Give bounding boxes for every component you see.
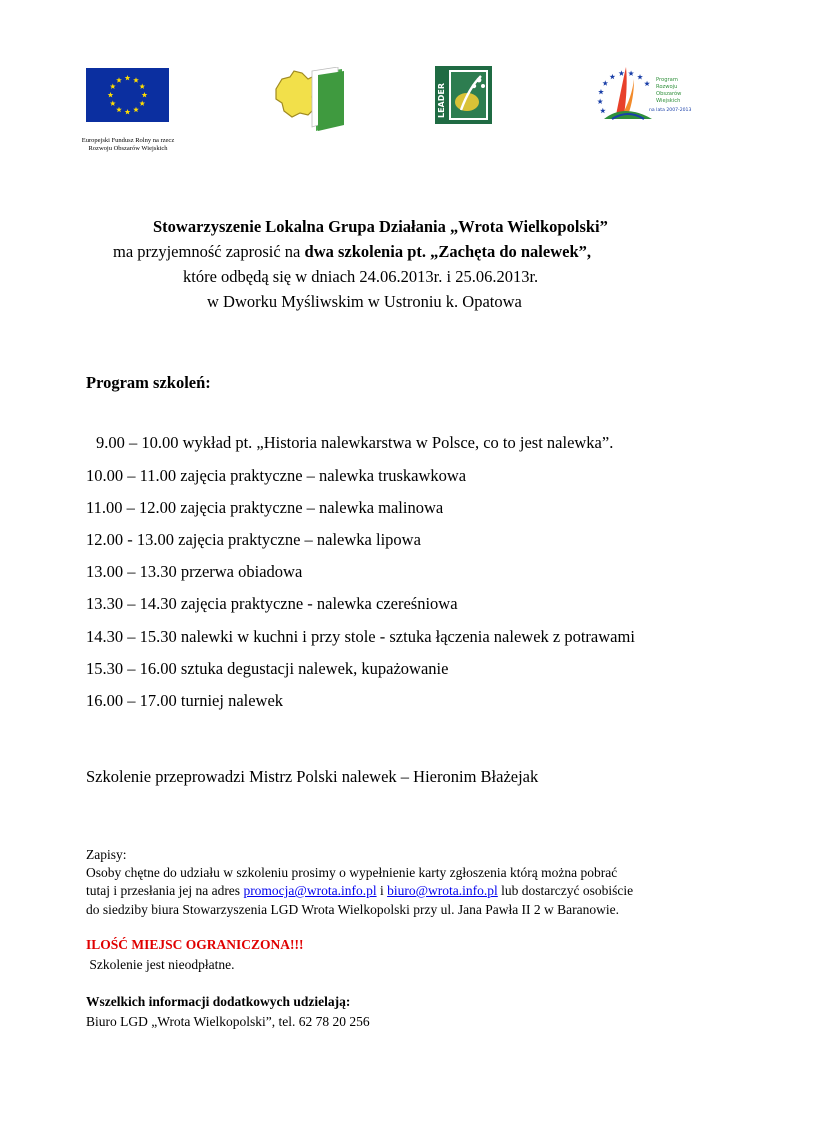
schedule-item: 15.30 – 16.00 sztuka degustacji nalewek, kupażowanie	[86, 659, 449, 678]
signup-line2	[86, 881, 633, 900]
schedule-item: 11.00 – 12.00 zajęcia praktyczne – nalewka malinowa	[86, 498, 444, 517]
prow-text-1: Program	[656, 77, 678, 83]
svg-text:na lata 2007-2013: na lata 2007-2013	[649, 108, 692, 113]
svg-text:LEADER: LEADER	[437, 82, 446, 118]
schedule-item: 16.00 – 17.00 turniej nalewek	[86, 691, 284, 710]
signup-line2-end: lub dostarczyć osobiście	[497, 883, 634, 898]
limited-places-notice: ILOŚĆ MIEJSC OGRANICZONA!!!	[86, 937, 304, 952]
training-title: dwa szkolenia pt. „Zachęta do nalewek”,	[304, 242, 591, 261]
eu-caption	[58, 137, 198, 153]
email-link-promocja[interactable]: promocja@wrota.info.pl	[243, 883, 377, 898]
contact-line: Biuro LGD „Wrota Wielkopolski”, tel. 62 78 20 256	[86, 1014, 370, 1029]
svg-text:Obszarów: Obszarów	[656, 91, 682, 97]
signup-line1: Osoby chętne do udziału w szkoleniu prosimy o wypełnienie karty zgłoszenia którą można pobrać	[86, 865, 618, 880]
prow-logo	[594, 63, 694, 125]
email-link-biuro[interactable]: biuro@wrota.info.pl	[387, 883, 498, 898]
organizer-line: Stowarzyszenie Lokalna Grupa Działania „Wrota Wielkopolski”	[153, 217, 608, 236]
schedule-item: 9.00 – 10.00 wykład pt. „Historia nalewkarstwa w Polsce, co to jest nalewka”.	[96, 433, 614, 452]
signup-conjunction: i	[376, 883, 388, 898]
signup-label: Zapisy:	[86, 847, 127, 862]
program-title: Program szkoleń:	[86, 373, 211, 392]
schedule-item: 14.30 – 15.30 nalewki w kuchni i przy stole - sztuka łączenia nalewek z potrawami	[86, 627, 635, 646]
signup-line2-text: tutaj i przesłania jej na adres	[86, 883, 244, 898]
invitation-line	[113, 241, 591, 263]
svg-text:Wiejskich: Wiejskich	[656, 98, 681, 104]
contact-title: Wszelkich informacji dodatkowych udzielają:	[86, 994, 351, 1009]
region-map-logo	[272, 67, 357, 133]
leader-logo	[435, 66, 492, 124]
eu-caption-line1: Europejski Fundusz Rolny na rzecz	[81, 137, 175, 144]
schedule-item: 10.00 – 11.00 zajęcia praktyczne – nalewka truskawkowa	[86, 466, 467, 485]
venue-line: w Dworku Myśliwskim w Ustroniu k. Opatowa	[207, 292, 522, 311]
trainer-line: Szkolenie przeprowadzi Mistrz Polski nalewek – Hieronim Błażejak	[86, 767, 539, 786]
schedule-item: 13.00 – 13.30 przerwa obiadowa	[86, 562, 303, 581]
dates-line: które odbędą się w dniach 24.06.2013r. i 25.06.2013r.	[183, 267, 539, 286]
schedule-item: 12.00 - 13.00 zajęcia praktyczne – nalewka lipowa	[86, 530, 421, 549]
eu-flag-logo	[86, 68, 169, 122]
eu-caption-line2: Rozwoju Obszarów Wiejskich	[88, 145, 168, 152]
signup-line3: do siedziby biura Stowarzyszenia LGD Wrota Wielkopolski przy ul. Jana Pawła II 2 w Baranowie.	[86, 902, 620, 917]
invitation-text: ma przyjemność zaprosić na	[113, 242, 305, 261]
schedule-item: 13.30 – 14.30 zajęcia praktyczne - nalewka czereśniowa	[86, 594, 458, 613]
free-notice: Szkolenie jest nieodpłatne.	[86, 957, 235, 972]
svg-text:Rozwoju: Rozwoju	[656, 84, 678, 90]
